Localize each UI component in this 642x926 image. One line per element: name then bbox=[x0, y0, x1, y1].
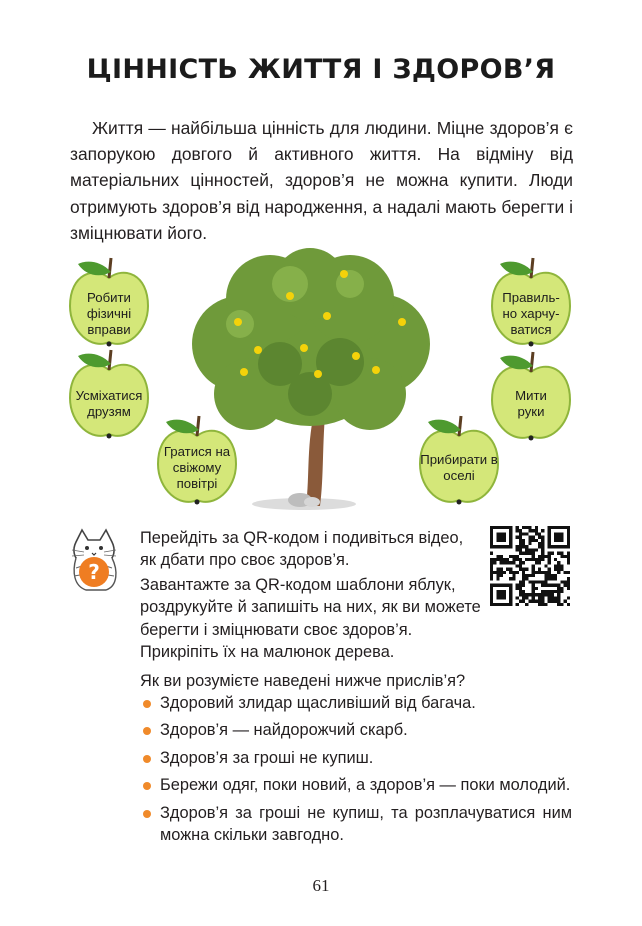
health-tree-illustration bbox=[0, 244, 642, 520]
intro-paragraph bbox=[70, 115, 573, 246]
question-cat-icon bbox=[66, 528, 122, 592]
task-video: Перейдіть за QR-кодом і подивіться відео, як дбати про своє здоров’я. bbox=[140, 529, 464, 570]
qr-code[interactable] bbox=[490, 526, 570, 606]
apple-exercise bbox=[64, 252, 154, 352]
svg-text:?: ? bbox=[88, 560, 100, 584]
apple-label: Гратися на свіжому повітрі bbox=[163, 444, 231, 491]
apple-label: Правиль-но харчу-ватися bbox=[502, 290, 560, 337]
apple-smile bbox=[64, 344, 154, 444]
list-item: Здоров’я — найдорожчий скарб. bbox=[140, 719, 572, 741]
apple-label: Прибирати в оселі bbox=[420, 452, 498, 483]
apple-clean-home bbox=[414, 410, 504, 510]
apple-label: Усміхатися друзям bbox=[75, 388, 143, 419]
list-item: Здоров’я за гроші не купиш. bbox=[140, 747, 572, 769]
intro-text: Життя — найбільша цінність для людини. Міцне здоров’я є запорукою довгого й активного життя. На відміну від матеріальних цінностей, здоров’я не можна купити. Люди отримують здоров’я від народження, а надалі мають берегти і зміцнювати його. bbox=[70, 118, 573, 243]
page-number: 61 bbox=[312, 876, 330, 895]
apple-label: Робити фізичні вправи bbox=[86, 290, 132, 337]
list-item: Бережи одяг, поки новий, а здоров’я — поки молодий. bbox=[140, 774, 572, 796]
list-item: Здоров’я за гроші не купиш, та розплачуватися ним можна скільки завгодно. bbox=[140, 802, 572, 847]
apple-eat-well bbox=[486, 252, 576, 352]
proverbs-list bbox=[140, 692, 572, 851]
list-item: Здоровий злидар щасливіший від багача. bbox=[140, 692, 572, 714]
apple-play bbox=[152, 410, 242, 510]
proverbs-question: Як ви розумієте наведені нижче прислів’я? bbox=[140, 672, 466, 690]
page-title: ЦІННІСТЬ ЖИТТЯ І ЗДОРОВ’Я bbox=[86, 54, 556, 85]
task-template: Завантажте за QR-кодом шаблони яблук, роздрукуйте й запишіть на них, як ви можете берегти і зміцнювати своє здоров’я. Прикріпіть їх на малюнок дерева. bbox=[140, 576, 481, 662]
apple-label: Мити руки bbox=[515, 388, 547, 419]
